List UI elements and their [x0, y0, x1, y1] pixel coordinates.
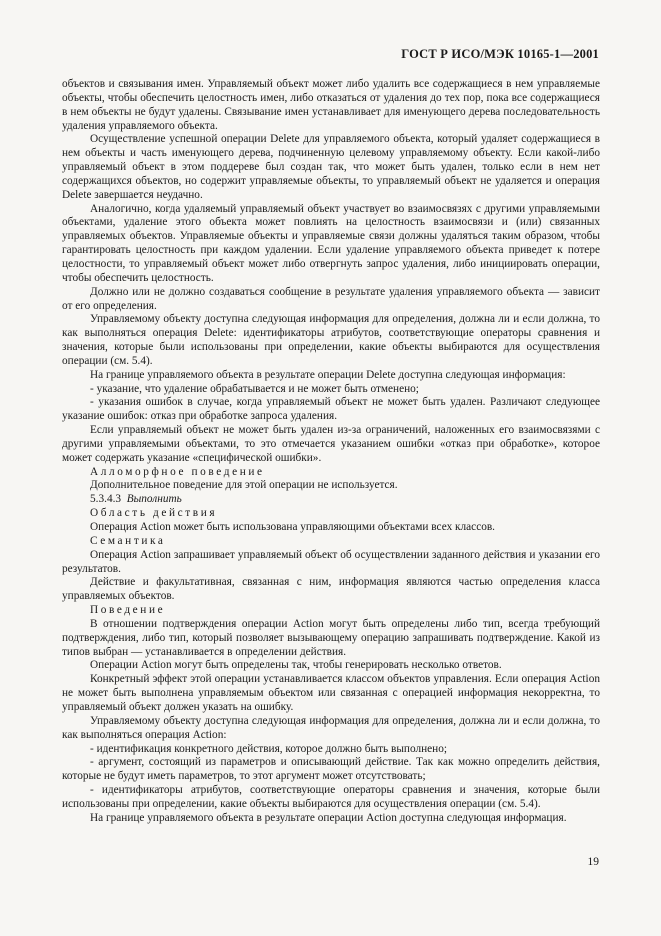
paragraph: В отношении подтверждения операции Action могут быть определены либо тип, всегда требующий подтверждения, либо тип, который позволяет вызывающему операцию запрашивать подтверждение. Какой из типов выбран — устанавливается в определении действия. — [62, 617, 600, 658]
page-number: 19 — [587, 856, 599, 868]
subheading: Область действия — [90, 507, 218, 520]
subheading: Семантика — [90, 534, 166, 547]
subheading: Поведение — [90, 604, 166, 617]
list-item: - идентификаторы атрибутов, соответствующие операторы сравнения и значения, которые были использованы при определении, какие объекты выбираются для осуществления операции (см. 5.4). — [62, 784, 600, 810]
paragraph: Управляемому объекту доступна следующая информация для определения, должна ли и если должна, то как выполняться операция Delete: идентификаторы атрибутов, соответствующие операторы сравнения и значения, которые были использованы при определении, какие объекты выбираются для осуществления операции (см. 5.4). — [62, 313, 600, 367]
section-number: 5.3.4.3 — [90, 493, 122, 506]
paragraph: Операция Action запрашивает управляемый объект об осуществлении заданного действия и указании его результатов. — [62, 548, 600, 575]
paragraph: Аналогично, когда удаляемый управляемый объект участвует во взаимосвязях с другими управляемыми объектами, удаление этого объекта может повлиять на целостность взаимосвязи и (или) связанных управляемых объектов. Управляемые объекты и управляемые связи должны удаляться таким образом, чтобы гарантировать целостность при каждом удалении. Если удаление управляемого объекта приведет к потере целостности, то управляемый объект может либо отвергнуть запрос удаления, либо инициировать операции, чтобы обеспечить целостность. — [62, 202, 600, 284]
paragraph: Операция Action может быть использована управляющими объектами всех классов. — [90, 521, 496, 533]
list-item: - указание, что удаление обрабатывается и не может быть отменено; — [90, 382, 419, 395]
paragraph: Действие и факультативная, связанная с ним, информация являются частью определения класса управляемых объектов. — [62, 576, 600, 603]
paragraph: На границе управляемого объекта в результате операции Action доступна следующая информация. — [90, 811, 567, 824]
paragraph: Дополнительное поведение для этой операции не используется. — [90, 479, 398, 492]
list-item: - идентификация конкретного действия, которое должно быть выполнено; — [90, 742, 448, 755]
page-header: ГОСТ Р ИСО/МЭК 10165-1—2001 — [401, 47, 599, 61]
paragraph: На границе управляемого объекта в результате операции Delete доступна следующая информация: — [90, 368, 566, 381]
section-title: Выполнить — [126, 493, 182, 506]
paragraph: Управляемому объекту доступна следующая информация для определения, должна ли и если должна, то как выполняться операция Action: — [62, 714, 600, 741]
subheading: Алломорфное поведение — [90, 465, 265, 478]
paragraph: Осуществление успешной операции Delete для управляемого объекта, который удаляет содержащиеся в нем объекты и часть именующего дерева, подчиненную целевому управляемому объекту. Если какой-либо управляемый объект в этом поддереве был создан так, что может быть удален, только если в нем нет содержащихся объектов, но содержит управляемые объекты, то управляемый объект не удаляется и операция Delete завершается неудачно. — [62, 133, 600, 201]
paragraph: Конкретный эффект этой операции устанавливается классом объектов управления. Если операция Action не может быть выполнена управляемым объектом или связанная с операцией информация некорректна, то управляемый объект должен указать на ошибку. — [62, 673, 600, 713]
list-item: - аргумент, состоящий из параметров и описывающий действие. Так как можно определить действия, которые не будут иметь параметров, то этот аргумент может отсутствовать; — [62, 756, 600, 783]
body-text — [62, 78, 600, 826]
paragraph: Должно или не должно создаваться сообщение в результате удаления управляемого объекта — зависит от его определения. — [62, 285, 600, 312]
paragraph: Операции Action могут быть определены так, чтобы генерировать несколько ответов. — [90, 659, 502, 672]
section-heading — [62, 493, 600, 507]
list-item: - указания ошибок в случае, когда управляемый объект не может быть удален. Различают следующее указание ошибок: отказ при обработке запроса удаления. — [62, 396, 600, 423]
paragraph: объектов и связывания имен. Управляемый объект может либо удалить все содержащиеся в нем управляемые объекты, чтобы обеспечить целостность имен, либо отказаться от удаления до тех пор, пока все содержащиеся в нем объекты не будут удалены. Связывание имен устанавливает для именующего дерева последовательность удаления управляемого объекта. — [62, 78, 600, 132]
paragraph: Если управляемый объект не может быть удален из-за ограничений, наложенных его взаимосвязями с другими управляемыми объектами, то это отмечается указанием ошибки «отказ при обработке», которое может содержать указание «специфической ошибки». — [62, 424, 600, 464]
